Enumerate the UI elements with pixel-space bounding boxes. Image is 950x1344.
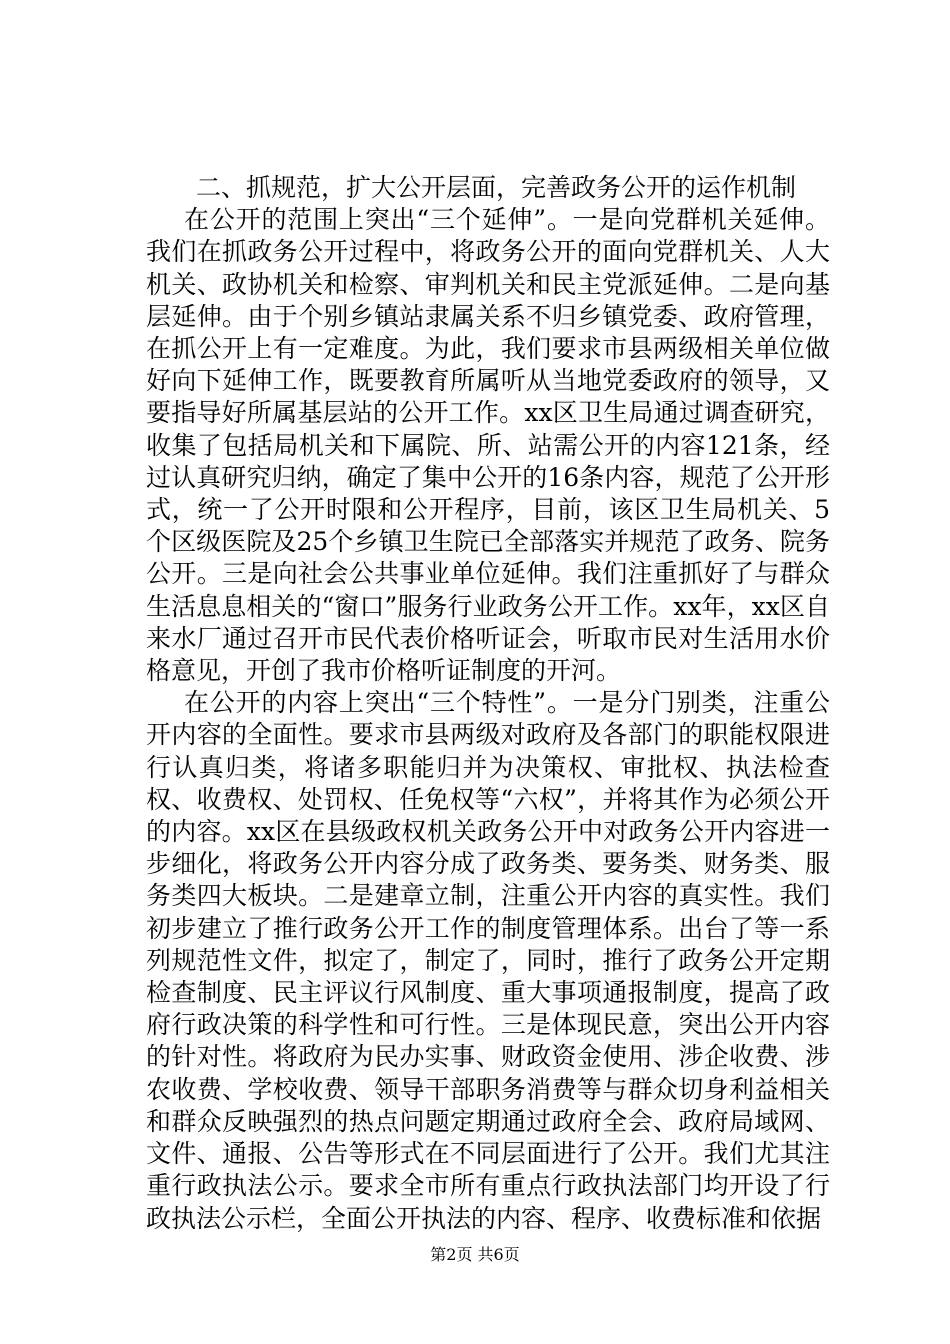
page-footer: 第2页 共6页 bbox=[430, 1245, 520, 1264]
paragraph-scope: 在公开的范围上突出“三个延伸”。一是向党群机关延伸。我们在抓政务公开过程中，将政务公开的面向党群机关、人大机关、政协机关和检察、审判机关和民主党派延伸。二是向基层延伸。由于个别乡镇站隶属关系不归乡镇党委、政府管理，在抓公开上有一定难度。为此，我们要求市县两级相关单位做好向下延伸工作，既要教育所属听从当地党委政府的领导，又要指导好所属基层站的公开工作。xx区卫生局通过调查研究，收集了包括局机关和下属院、所、站需公开的内容121条，经过认真研究归纳，确定了集中公开的16条内容，规范了公开形式，统一了公开时限和公开程序，目前，该区卫生局机关、5个区级医院及25个乡镇卫生院已全部落实并规范了政务、院务公开。三是向社会公共事业单位延伸。我们注重抓好了与群众生活息息相关的“窗口”服务行业政务公开工作。xx年，xx区自来水厂通过召开市民代表价格听证会，听取市民对生活用水价格意见，开创了我市价格听证制度的开河。 bbox=[146, 205, 830, 686]
section-heading: 二、抓规范，扩大公开层面，完善政务公开的运作机制 bbox=[196, 173, 797, 202]
document-body bbox=[146, 172, 830, 1235]
paragraph-content: 在公开的内容上突出“三个特性”。一是分门别类，注重公开内容的全面性。要求市县两级对政府及各部门的职能权限进行认真归类，将诸多职能归并为决策权、审批权、执法检查权、收费权、处罚权、任免权等“六权”，并将其作为必须公开的内容。xx区在县级政权机关政务公开中对政务公开内容进一步细化，将政务公开内容分成了政务类、要务类、财务类、服务类四大板块。二是建章立制，注重公开内容的真实性。我们初步建立了推行政务公开工作的制度管理体系。出台了等一系列规范性文件，拟定了，制定了，同时，推行了政务公开定期检查制度、民主评议行风制度、重大事项通报制度，提高了政府行政决策的科学性和可行性。三是体现民意，突出公开内容的针对性。将政府为民办实事、财政资金使用、涉企收费、涉农收费、学校收费、领导干部职务消费等与群众切身利益相关和群众反映强烈的热点问题定期通过政府全会、政府局域网、文件、通报、公告等形式在不同层面进行了公开。我们尤其注重行政执法公示。要求全市所有重点行政执法部门均开设了行政执法公示栏，全面公开执法的内容、程序、收费标准和依据 bbox=[146, 688, 830, 1233]
